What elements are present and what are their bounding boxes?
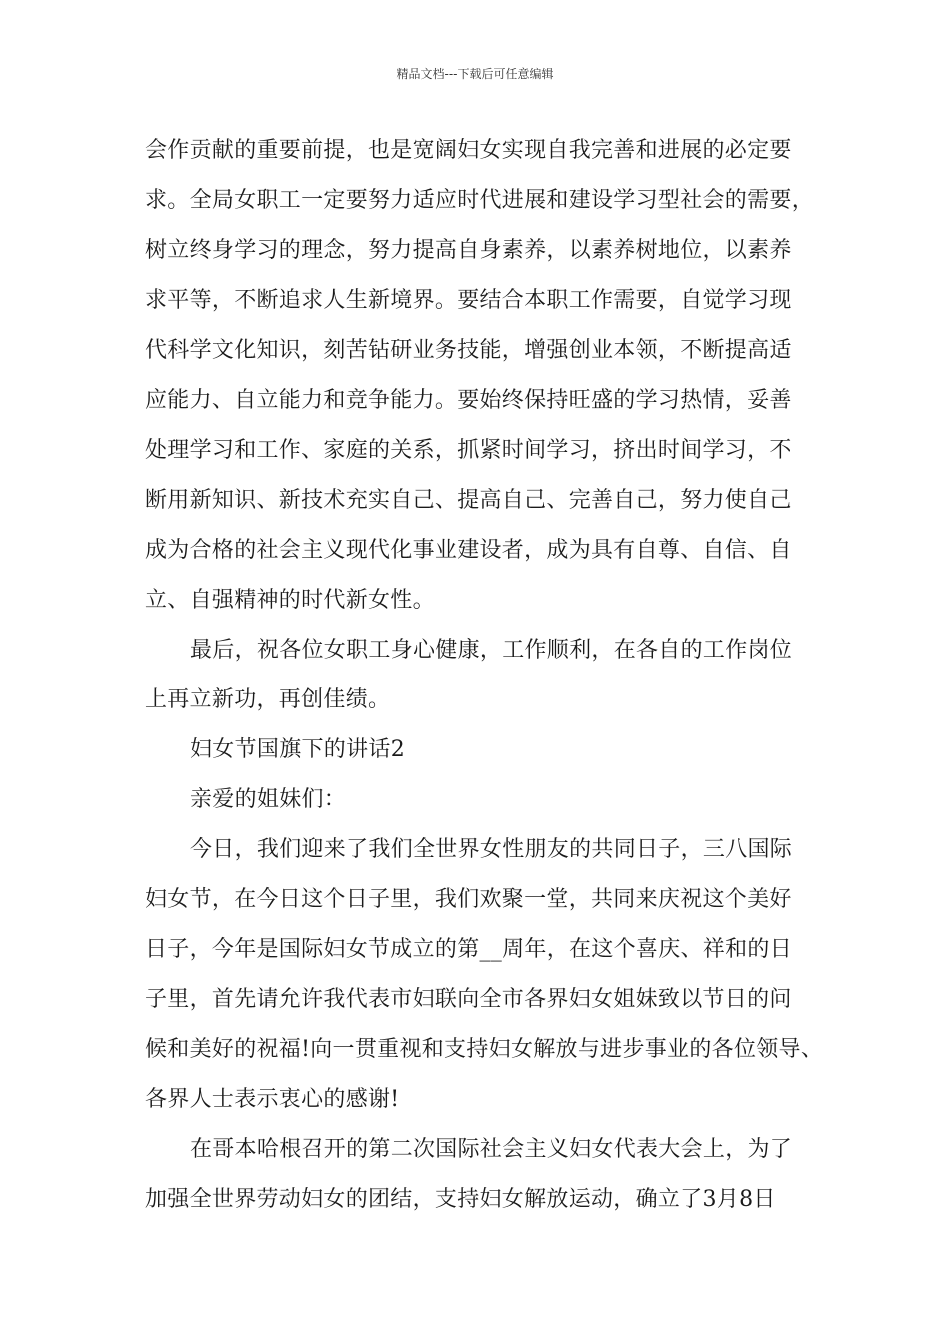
text-line: 在哥本哈根召开的第二次国际社会主义妇女代表大会上，为了 xyxy=(190,1137,793,1162)
text-line: 上再立新功，再创佳绩。 xyxy=(145,687,391,712)
text-line: 应能力、自立能力和竞争能力。要始终保持旺盛的学习热情，妥善 xyxy=(145,388,792,413)
text-line: 妇女节，在今日这个日子里，我们欢聚一堂，共同来庆祝这个美好 xyxy=(145,887,792,912)
text-line: 立、自强精神的时代新女性。 xyxy=(145,588,435,613)
text-line: 各界人士表示衷心的感谢! xyxy=(145,1087,400,1112)
text-line: 子里，首先请允许我代表市妇联向全市各界妇女姐妹致以节日的问 xyxy=(145,987,792,1012)
text-line: 处理学习和工作、家庭的关系，抓紧时间学习，挤出时间学习，不 xyxy=(145,438,792,463)
text-line: 成为合格的社会主义现代化事业建设者，成为具有自尊、自信、自 xyxy=(145,538,792,563)
text-line: 树立终身学习的理念，努力提高自身素养，以素养树地位，以素养 xyxy=(145,238,792,263)
text-line: 今日，我们迎来了我们全世界女性朋友的共同日子，三八国际 xyxy=(190,837,793,862)
section-heading: 妇女节国旗下的讲话2 xyxy=(190,737,405,762)
text-line: 求。全局女职工一定要努力适应时代进展和建设学习型社会的需要， xyxy=(145,188,815,213)
text-line: 代科学文化知识，刻苦钻研业务技能，增强创业本领，不断提高适 xyxy=(145,338,792,363)
salutation: 亲爱的姐妹们： xyxy=(190,787,347,812)
text-line: 会作贡献的重要前提，也是宽阔妇女实现自我完善和进展的必定要 xyxy=(145,138,792,163)
text-line: 日子，今年是国际妇女节成立的第__周年，在这个喜庆、祥和的日 xyxy=(145,937,793,962)
text-line: 加强全世界劳动妇女的团结，支持妇女解放运动，确立了3月8日 xyxy=(145,1187,776,1212)
text-line: 候和美好的祝福!向一贯重视和支持妇女解放与进步事业的各位领导、 xyxy=(145,1037,824,1062)
text-line: 断用新知识、新技术充实自己、提高自己、完善自己，努力使自己 xyxy=(145,488,792,513)
text-line: 最后，祝各位女职工身心健康，工作顺利，在各自的工作岗位 xyxy=(190,638,793,663)
page-header: 精品文档---下载后可任意编辑 xyxy=(396,67,554,81)
text-line: 求平等，不断追求人生新境界。要结合本职工作需要，自觉学习现 xyxy=(145,288,792,313)
